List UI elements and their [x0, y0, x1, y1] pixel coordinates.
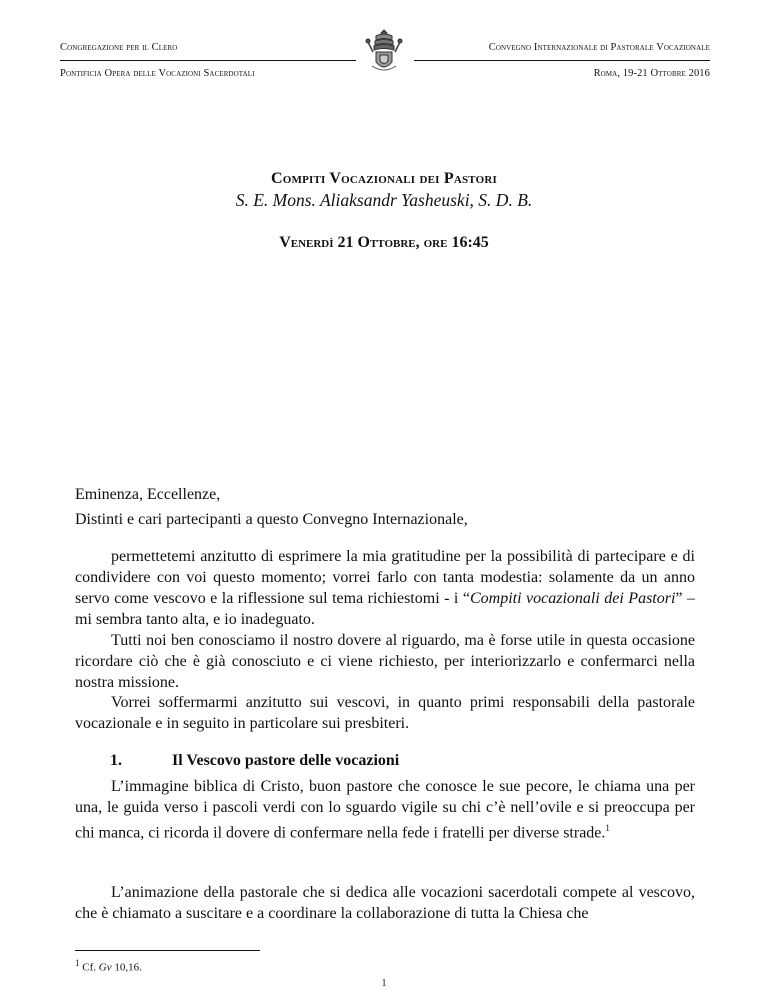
page-number: 1	[381, 978, 387, 989]
header-rule-left	[60, 60, 356, 61]
paragraph-1	[75, 546, 695, 630]
paragraph-1-italic-title: Compiti vocazionali dei Pastori	[469, 590, 676, 607]
footnote-book: Gv	[98, 961, 112, 974]
header-rule-right	[414, 60, 710, 61]
session-datetime: Venerdì 21 Ottobre, ore 16:45	[279, 234, 489, 251]
papal-coat-of-arms-icon	[360, 28, 408, 74]
paragraph-1-text-b: ” – mi sembra tanto alta, e io inadeguato.	[75, 590, 696, 628]
paragraph-5: L’animazione della pastorale che si dedica alle vocazioni sacerdotali compete al vescovo, che è chiamato a suscitare e a coordinare la collaborazione di tutta la Chiesa che	[75, 884, 695, 922]
footnote-mark: 1	[75, 958, 80, 968]
header-place-date: Roma, 19-21 Ottobre 2016	[593, 68, 710, 79]
header-convention: Convegno Internazionale di Pastorale Vocazionale	[488, 42, 710, 53]
header-pontifical-work: Pontificia Opera delle Vocazioni Sacerdotali	[60, 68, 255, 79]
speaker-name: S. E. Mons. Aliaksandr Yasheuski, S. D. B.	[235, 190, 533, 210]
paragraph-2: Tutti noi ben conosciamo il nostro dovere al riguardo, ma è forse utile in questa occasione ricordare ciò che è già conosciuto e ci viene richiesto, per interiorizzarlo e confermarci nella nostra missione.	[75, 632, 695, 691]
footnote-reference[interactable]: 1	[605, 823, 610, 833]
salutation-line-1: Eminenza, Eccellenze,	[75, 486, 221, 503]
footnote-prefix: Cf.	[82, 961, 99, 974]
header-congregation: Congregazione per il Clero	[60, 42, 178, 53]
footnote-separator	[75, 950, 260, 951]
paragraph-1-text-a: permettetemi anzitutto di esprimere la mia gratitudine per la possibilità di partecipare e di condividere con voi questo momento; vorrei farlo con tanta modestia: solamente da un anno servo come vescovo e la riflessione sul tema richiestomi - i “	[75, 548, 695, 607]
paragraph-3: Vorrei soffermarmi anzitutto sui vescovi, in quanto primi responsabili della pastorale vocazionale e in seguito in particolare sui presbiteri.	[75, 694, 695, 732]
footnote	[75, 958, 142, 974]
section-heading	[110, 752, 399, 770]
paragraph-4-text: L’immagine biblica di Cristo, buon pastore che conosce le sue pecore, le chiama una per una, le guida verso i pascoli verdi con lo sguardo vigile su chi c’è nell’ovile e si preoccupa per chi manca, ci ricorda il dovere di confermare nella fede i fratelli per diverse strade.	[75, 778, 695, 842]
salutation-line-2: Distinti e cari partecipanti a questo Convegno Internazionale,	[75, 511, 468, 528]
paragraph-4	[75, 776, 695, 843]
footnote-reference-text: 10,16.	[111, 961, 142, 974]
document-title: Compiti Vocazionali dei Pastori	[270, 170, 497, 187]
section-title: Il Vescovo pastore delle vocazioni	[172, 752, 400, 769]
section-number: 1.	[110, 752, 122, 769]
